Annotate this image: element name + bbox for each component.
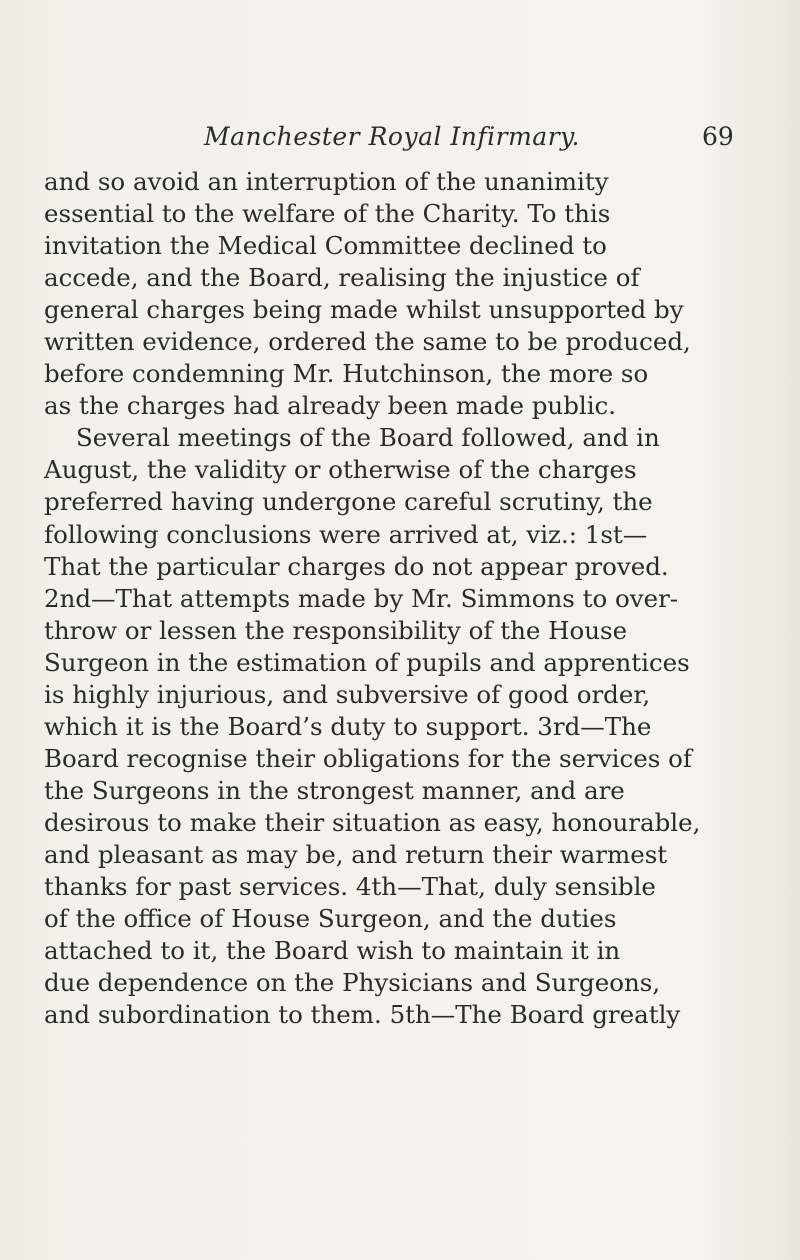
text-line: Board recognise their obligations for the services of [44,743,692,773]
text-line: essential to the welfare of the Charity. To this [44,199,611,229]
text-line: the Surgeons in the strongest manner, and are [44,775,625,805]
text-line: Surgeon in the estimation of pupils and apprentices [44,647,690,677]
text-line: 2nd—That attempts made by Mr. Simmons to over- [44,583,679,613]
text-line: invitation the Medical Committee declined to [44,231,607,261]
text-line: and pleasant as may be, and return their warmest [44,839,668,869]
text-line: due dependence on the Physicians and Surgeons, [44,968,661,998]
text-line: of the office of House Surgeon, and the duties [44,904,617,934]
running-head [0,122,800,162]
running-title: Manchester Royal Infirmary. [204,122,580,151]
text-line: is highly injurious, and subversive of good order, [44,679,651,709]
text-line: desirous to make their situation as easy, honourable, [44,807,701,837]
text-line: before condemning Mr. Hutchinson, the more so [44,359,649,389]
text-line: written evidence, ordered the same to be produced, [44,327,691,357]
text-line: attached to it, the Board wish to maintain it in [44,936,621,966]
text-line: following conclusions were arrived at, viz.: 1st— [44,519,648,549]
text-line: which it is the Board’s duty to support. 3rd—The [44,711,652,741]
text-line: general charges being made whilst unsupported by [44,295,684,325]
page-number: 69 [702,122,734,151]
text-line: throw or lessen the responsibility of the House [44,615,628,645]
text-line: and subordination to them. 5th—The Board greatly [44,1000,681,1030]
text-line: accede, and the Board, realising the injustice of [44,263,640,293]
text-line: August, the validity or otherwise of the charges [44,455,637,485]
body-text [44,166,749,1031]
text-line: preferred having undergone careful scrutiny, the [44,487,653,517]
text-line: thanks for past services. 4th—That, duly sensible [44,872,656,902]
paragraph-start-line: Several meetings of the Board followed, and in [76,423,660,453]
text-line: That the particular charges do not appear proved. [44,551,669,581]
text-line: as the charges had already been made public. [44,391,617,421]
text-line: and so avoid an interruption of the unanimity [44,167,609,196]
